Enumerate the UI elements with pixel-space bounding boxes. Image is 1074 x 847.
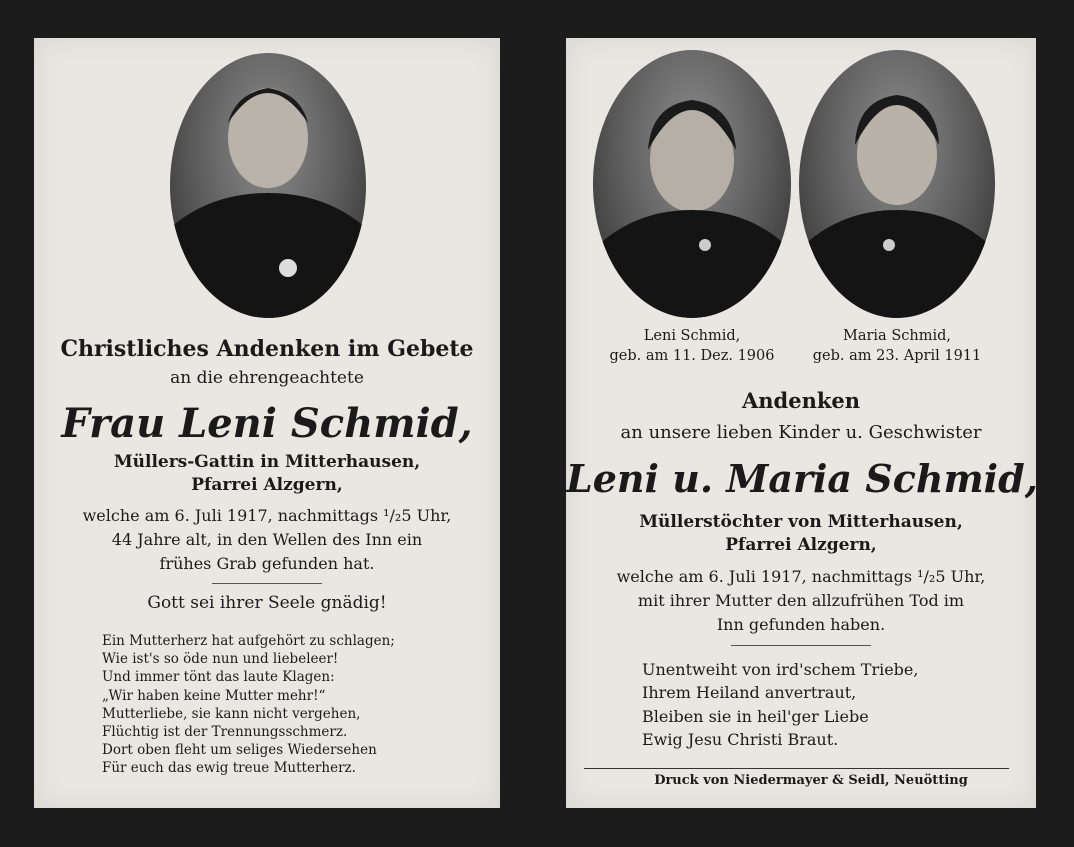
maria-caption-date: geb. am 23. April 1911 [812,348,982,364]
poem-line: Und immer tönt das laute Klagen: [102,669,335,686]
left-occupation: Müllers-Gattin in Mitterhausen, [113,452,421,472]
poem-line: Ein Mutterherz hat aufgehört zu schlagen; [102,633,395,649]
maria-caption [799,326,995,366]
left-memorial-card [34,38,500,808]
left-intro: an die ehrengeachtete [170,368,364,388]
right-parish: Pfarrei Alzgern, [725,535,877,555]
left-divider [212,583,322,584]
right-poem [642,658,918,751]
right-deceased-names: Leni u. Maria Schmid, [566,456,1038,501]
maria-portrait [799,50,995,318]
poem-line: Wie ist's so öde nun und liebeleer! [102,651,339,668]
leni-caption-name: Leni Schmid, [643,328,741,344]
left-body-line: frühes Grab gefunden hat. [159,554,375,573]
poem-line: Ewig Jesu Christi Braut. [642,729,839,749]
left-body-line: welche am 6. Juli 1917, nachmittags ¹/₂5 Uhr, [82,506,452,525]
left-prayer: Gott sei ihrer Seele gnädig! [147,593,387,613]
poem-line: Mutterliebe, sie kann nicht vergehen, [102,705,361,722]
left-parish: Pfarrei Alzgern, [191,475,343,495]
poem-line: Ihrem Heiland anvertraut, [642,683,857,703]
printer-imprint: Druck von Niedermayer & Seidl, Neuötting [654,773,968,788]
left-deceased-name: Frau Leni Schmid, [61,400,473,447]
mother-portrait [170,53,366,318]
left-poem [102,632,395,778]
left-body-text [34,504,500,576]
poem-line: Unentweiht von ird'schem Triebe, [642,660,919,679]
poem-line: Flüchtig ist der Trennungsschmerz. [102,724,348,741]
poem-line: Für euch das ewig treue Mutterherz. [102,760,356,777]
right-heading: Andenken [741,388,861,413]
left-heading: Christliches Andenken im Gebete [60,336,474,362]
right-occupation: Müllerstöchter von Mitterhausen, [639,512,963,532]
maria-caption-name: Maria Schmid, [843,328,951,344]
right-body-line: Inn gefunden haben. [716,615,886,634]
right-body-text [566,565,1036,637]
right-body-line: mit ihrer Mutter den allzufrühen Tod im [637,591,965,610]
left-body-line: 44 Jahre alt, in den Wellen des Inn ein [111,530,423,549]
leni-caption-date: geb. am 11. Dez. 1906 [609,348,775,364]
right-divider [731,645,871,646]
right-body-line: welche am 6. Juli 1917, nachmittags ¹/₂5 Uhr, [616,567,986,586]
poem-line: Dort oben fleht um seliges Wiedersehen [102,742,377,759]
leni-caption [593,326,791,366]
right-intro: an unsere lieben Kinder u. Geschwister [620,422,982,443]
leni-portrait [593,50,791,318]
right-memorial-card [566,38,1036,808]
poem-line: „Wir haben keine Mutter mehr!“ [102,687,326,704]
poem-line: Bleiben sie in heil'ger Liebe [642,706,869,726]
printer-rule [584,768,1009,769]
